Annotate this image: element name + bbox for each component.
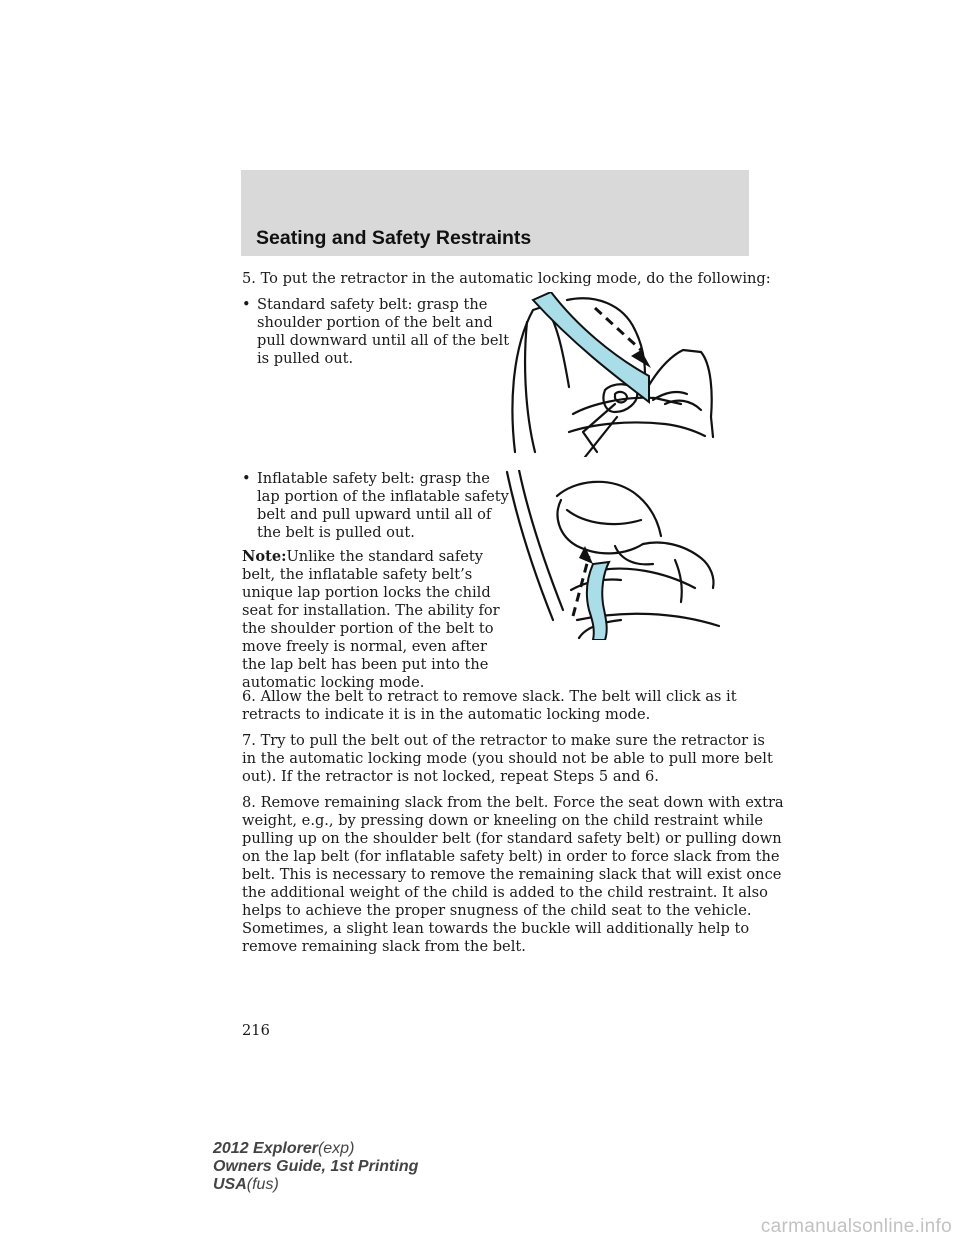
bullet-standard-line: Standard safety belt: grasp the: [257, 296, 488, 313]
note-first-line: [242, 548, 483, 566]
step-8-line: belt. This is necessary to remove the remaining slack that will exist once: [242, 866, 782, 883]
note-line: the lap belt has been put into the: [242, 656, 489, 673]
step-8-line: remove remaining slack from the belt.: [242, 938, 526, 955]
step-6-line: retracts to indicate it is in the automatic locking mode.: [242, 706, 651, 723]
step-8-line: the additional weight of the child is added to the child restraint. It also: [242, 884, 768, 901]
note-line: the shoulder portion of the belt to: [242, 620, 494, 637]
page-number: 216: [242, 1022, 270, 1039]
note-label: Note:: [242, 548, 287, 565]
watermark: carmanualsonline.info: [760, 1216, 952, 1237]
bullet-inflatable-line: Inflatable safety belt: grasp the: [257, 470, 490, 487]
inflatable-belt-illustration: [505, 470, 720, 640]
step-7-line: out). If the retractor is not locked, repeat Steps 5 and 6.: [242, 768, 659, 785]
step-8-line: 8. Remove remaining slack from the belt. Force the seat down with extra: [242, 794, 784, 811]
bullet-standard-line: is pulled out.: [257, 350, 354, 367]
step-7-line: in the automatic locking mode (you should not be able to pull more belt: [242, 750, 773, 767]
bullet-standard-line: pull downward until all of the belt: [257, 332, 510, 349]
footer-line-model: [213, 1140, 418, 1158]
step-8-line: Sometimes, a slight lean towards the buckle will additionally help to: [242, 920, 750, 937]
step-8-line: weight, e.g., by pressing down or kneeling on the child restraint while: [242, 812, 764, 829]
note-line: automatic locking mode.: [242, 674, 425, 691]
note-line: belt, the inflatable safety belt’s: [242, 566, 473, 583]
bullet-inflatable-marker: •: [242, 470, 251, 487]
section-title: Seating and Safety Restraints: [256, 227, 532, 249]
print-footer: [213, 1140, 418, 1194]
step-8-line: helps to achieve the proper snugness of the child seat to the vehicle.: [242, 902, 752, 919]
bullet-inflatable-line: belt and pull upward until all of: [257, 506, 492, 523]
step-8-line: on the lap belt (for inflatable safety belt) in order to force slack from the: [242, 848, 780, 865]
bullet-standard-marker: •: [242, 296, 251, 313]
bullet-standard-line: shoulder portion of the belt and: [257, 314, 493, 331]
note-line: move freely is normal, even after: [242, 638, 487, 655]
step-6-line: 6. Allow the belt to retract to remove slack. The belt will click as it: [242, 688, 737, 705]
bullet-inflatable-line: lap portion of the inflatable safety: [257, 488, 509, 505]
step-8-line: pulling up on the shoulder belt (for standard safety belt) or pulling down: [242, 830, 782, 847]
footer-model-code: (exp): [317, 1140, 355, 1157]
standard-belt-illustration: [505, 292, 720, 457]
bullet-inflatable-line: the belt is pulled out.: [257, 524, 415, 541]
note-line: seat for installation. The ability for: [242, 602, 500, 619]
note-first-text: Unlike the standard safety: [286, 548, 483, 565]
footer-market: USA: [213, 1176, 247, 1193]
footer-line-market: [213, 1176, 418, 1194]
footer-model: 2012 Explorer: [213, 1140, 318, 1157]
step-7-line: 7. Try to pull the belt out of the retractor to make sure the retractor is: [242, 732, 765, 749]
step-5-intro: 5. To put the retractor in the automatic locking mode, do the following:: [242, 270, 771, 287]
note-line: unique lap portion locks the child: [242, 584, 491, 601]
footer-market-code: (fus): [246, 1176, 279, 1193]
footer-printing: Owners Guide, 1st Printing: [213, 1158, 419, 1175]
section-header-band: [241, 170, 749, 256]
